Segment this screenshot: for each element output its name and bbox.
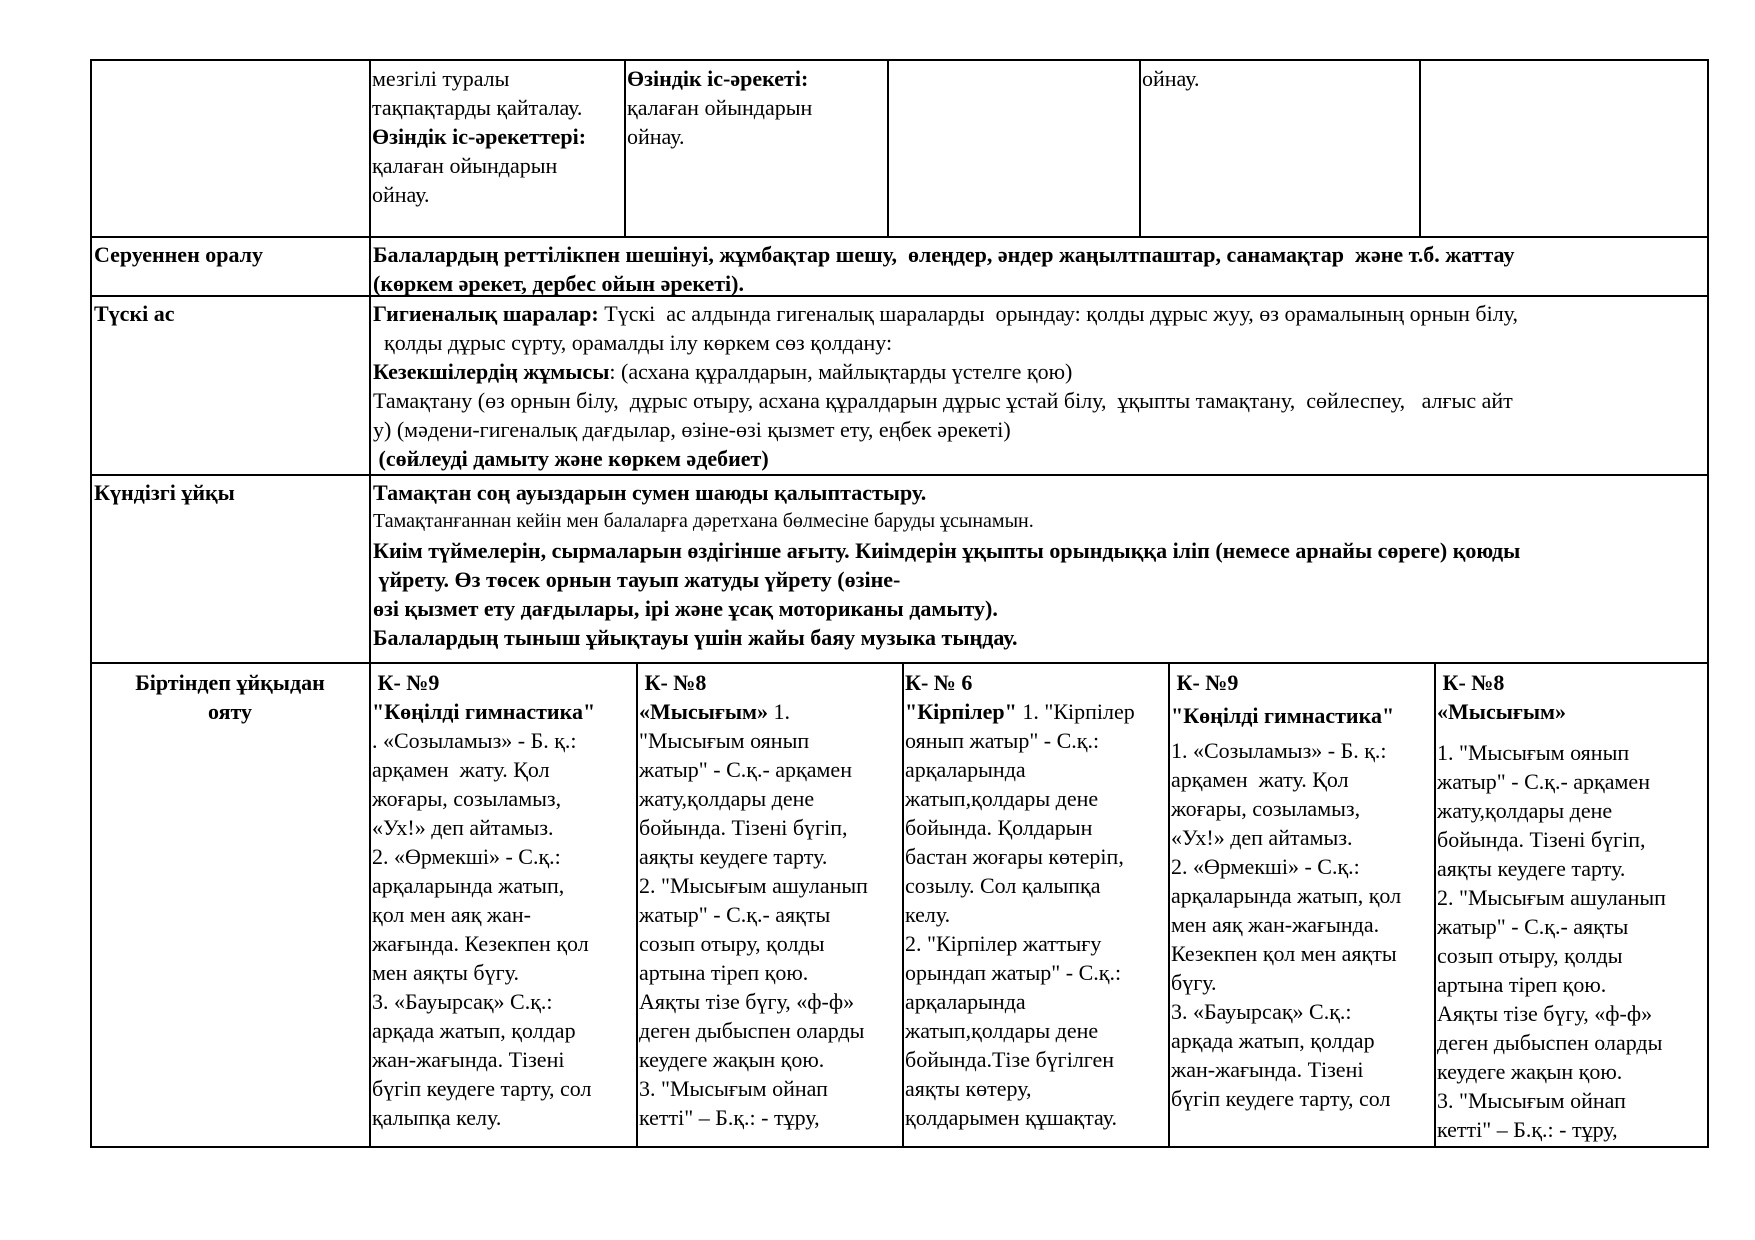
exercise-number: К- № 6 [905, 670, 973, 695]
text-line: Гигиеналық шаралар: Түскі ас алдында гигеналық шараларды орындау: қолды дұрыс жуу, өз орамалының орнын білу, [373, 301, 1518, 326]
text-line: жатып,қолдары дене [905, 786, 1099, 811]
text-line: жатыр" - С.қ.- аяқты [1437, 914, 1629, 939]
text-line: созып отыру, қолды [1437, 943, 1623, 968]
text-line: мезгілі туралы [372, 66, 510, 91]
text-line: арқамен жату. Қол [1171, 767, 1349, 792]
text-line: деген дыбыспен оларды [1437, 1030, 1663, 1055]
text-line: Тамақтан соң ауыздарын сумен шаюды қалыптастыру. [373, 480, 927, 505]
text-line: бүгіп кеудеге тарту, сол [372, 1076, 592, 1101]
activity-heading: Өзіндік іс-әрекеттері: [372, 124, 587, 149]
table-border-left [90, 59, 92, 1148]
text-line: арқаларында жатып, [372, 873, 565, 898]
text-line: аяқты кеудеге тарту. [1437, 856, 1626, 881]
text-line: қол мен аяқ жан- [372, 902, 531, 927]
text-line: жатыр" - С.қ.- арқамен [1437, 769, 1650, 794]
text-line: арқаларында жатып, қол [1171, 883, 1402, 908]
text-line: аяқты кеудеге тарту. [639, 844, 828, 869]
text-line: қалаған ойындарын [372, 153, 558, 178]
text-line: кетті" – Б.қ.: - тұру, [639, 1105, 820, 1130]
exercise-title: «Мысығым» [639, 699, 769, 724]
text-line: аяқты көтеру, [905, 1076, 1032, 1101]
text-line: Балалардың тыныш ұйықтауы үшін жайы баяу музыка тыңдау. [373, 625, 1018, 650]
wakeup-day-2 [639, 668, 901, 1132]
text-line: 3. «Бауырсақ» С.қ.: [372, 989, 553, 1014]
exercise-title: "Көңілді гимнастика" [372, 699, 596, 724]
row-label-return-walk: Серуеннен оралу [94, 242, 264, 267]
activity-heading: Өзіндік іс-әрекеті: [627, 66, 809, 91]
text-line: (көркем әрекет, дербес ойын әрекеті). [373, 271, 744, 296]
duty-heading: Кезекшілердің жұмысы [373, 359, 610, 384]
table-border-top [90, 59, 1709, 61]
top-row-col2-cell [627, 64, 885, 151]
row-label-nap: Күндізгі ұйқы [94, 480, 235, 505]
text-line: жату,қолдары дене [639, 786, 815, 811]
text-line: «Ух!» деп айтамыз. [372, 815, 554, 840]
text-line: бойында. Тізені бүгіп, [639, 815, 848, 840]
text-line: жоғары, созыламыз, [372, 786, 562, 811]
text-line: бүгу. [1171, 970, 1217, 995]
text-line: Аяқты тізе бүгу, «ф-ф» [1437, 1001, 1653, 1026]
text-line: жағында. Кезекпен қол [372, 931, 589, 956]
text-line: арқаларында [905, 989, 1026, 1014]
row-divider [90, 474, 1709, 476]
text-line: Кезекпен қол мен аяқты [1171, 941, 1397, 966]
text-line: жатып,қолдары дене [905, 1018, 1099, 1043]
column-divider [1419, 59, 1421, 238]
text-line: қалыпқа келу. [372, 1105, 502, 1130]
text-line: қолдарымен құшақтау. [905, 1105, 1117, 1130]
text-line: Балалардың реттілікпен шешінуі, жұмбақтар шешу, өлеңдер, әндер жаңылтпаштар, санамақтар және т.б. жаттау [373, 242, 1515, 267]
text-line: (сөйлеуді дамыту және көркем әдебиет) [373, 446, 769, 471]
text-line: келу. [905, 902, 951, 927]
row-divider [90, 236, 1709, 238]
text-line: мен аяқ жан-жағында. [1171, 912, 1380, 937]
text-line: бүгіп кеудеге тарту, сол [1171, 1086, 1391, 1111]
column-divider [369, 59, 371, 1148]
return-walk-content [373, 240, 1707, 298]
text-line: 2. "Мысығым ашуланып [639, 873, 868, 898]
text-line: ойнау. [372, 182, 430, 207]
exercise-number: К- №8 [1437, 670, 1505, 695]
text-line: Тамақтанғаннан кейін мен балаларға дәретхана бөлмесіне баруды ұсынамын. [373, 510, 1034, 532]
text-line: артына тіреп қою. [1437, 972, 1607, 997]
exercise-title: "Кірпілер" [905, 699, 1017, 724]
column-divider [1139, 59, 1141, 238]
text-line: 3. «Бауырсақ» С.қ.: [1171, 999, 1352, 1024]
text-line: 2. «Өрмекші» - С.қ.: [372, 844, 561, 869]
text-line: "Кірпілер" 1. "Кірпілер [905, 699, 1135, 724]
text-line: жоғары, созыламыз, [1171, 796, 1361, 821]
text-line: қолды дұрыс сүрту, орамалды ілу көркем сөз қолдану: [373, 330, 893, 355]
text-line: өзі қызмет ету дағдылары, ірі және ұсақ моториканы дамыту). [373, 596, 998, 621]
text-line: бойында. Қолдарын [905, 815, 1093, 840]
text-line: кеудеге жақын қою. [1437, 1059, 1623, 1084]
text-line: арқаларында [905, 757, 1026, 782]
text-line: қалаған ойындарын [627, 95, 813, 120]
top-row-col1-cell [372, 64, 622, 209]
wakeup-day-1 [372, 668, 634, 1132]
column-divider [1434, 662, 1436, 1148]
text-line: кеудеге жақын қою. [639, 1047, 825, 1072]
text-line: Тамақтану (өз орнын білу, дұрыс отыру, асхана құралдарын дұрыс ұстай білу, ұқыпты тамақтану, сөйлеспеу, алғыс айт [373, 388, 1513, 413]
column-divider [902, 662, 904, 1148]
column-divider [887, 59, 889, 238]
exercise-number: К- №9 [1171, 670, 1239, 695]
wakeup-day-4 [1171, 668, 1433, 1113]
column-divider [636, 662, 638, 1148]
row-label-wakeup: Біртіндеп ұйқыдан ояту [135, 670, 325, 724]
text-line: арқада жатып, қолдар [372, 1018, 576, 1043]
text-line: 1. "Мысығым оянып [1437, 740, 1630, 765]
text-line: бойында. Тізені бүгіп, [1437, 827, 1646, 852]
row-label-lunch: Түскі ас [94, 301, 175, 326]
text-line: бойында.Тізе бүгілген [905, 1047, 1115, 1072]
table-border-right [1707, 59, 1709, 1148]
text-line: деген дыбыспен оларды [639, 1018, 865, 1043]
text-line: Киім түймелерін, сырмаларын өздігінше ағыту. Киімдерін ұқыпты орындыққа іліп (немесе арнайы сөреге) қоюды [373, 538, 1521, 563]
text-line: 3. "Мысығым ойнап [1437, 1088, 1626, 1113]
exercise-title: "Көңілді гимнастика" [1171, 703, 1395, 728]
text-line: созылу. Сол қалыпқа [905, 873, 1101, 898]
text-line: «Ух!» деп айтамыз. [1171, 825, 1353, 850]
text-line: бастан жоғары көтеріп, [905, 844, 1124, 869]
text-line: жан-жағында. Тізені [1171, 1057, 1364, 1082]
text-line: . «Созыламыз» - Б. қ.: [372, 728, 577, 753]
text-line: 3. "Мысығым ойнап [639, 1076, 828, 1101]
exercise-title: «Мысығым» [1437, 699, 1567, 724]
text-line: кетті" – Б.қ.: - тұру, [1437, 1117, 1618, 1142]
exercise-number: К- №9 [372, 670, 440, 695]
nap-content [373, 478, 1707, 652]
text-line: арқада жатып, қолдар [1171, 1028, 1375, 1053]
table-border-bottom [90, 1146, 1709, 1148]
text-line: созып отыру, қолды [639, 931, 825, 956]
text-line: у) (мәдени-гигеналық дағдылар, өзіне-өзі қызмет ету, еңбек әрекеті) [373, 417, 1011, 442]
text-line: жату,қолдары дене [1437, 798, 1613, 823]
text-line: 2. "Кірпілер жаттығу [905, 931, 1102, 956]
text-line: орындап жатыр" - С.қ.: [905, 960, 1122, 985]
text-line: тақпақтарды қайталау. [372, 95, 583, 120]
lunch-content [373, 299, 1707, 473]
text-line: артына тіреп қою. [639, 960, 809, 985]
text-line: "Мысығым оянып [639, 728, 810, 753]
wakeup-day-3 [905, 668, 1167, 1132]
text-line: мен аяқты бүгу. [372, 960, 519, 985]
text-line: жатыр" - С.қ.- арқамен [639, 757, 852, 782]
hygiene-heading: Гигиеналық шаралар: [373, 301, 599, 326]
row-divider [90, 662, 1709, 664]
text-line: арқамен жату. Қол [372, 757, 550, 782]
exercise-number: К- №8 [639, 670, 707, 695]
column-divider [1168, 662, 1170, 1148]
text-line: 1. «Созыламыз» - Б. қ.: [1171, 738, 1387, 763]
text-line: ойнау. [627, 124, 685, 149]
text-line: ойнау. [1142, 66, 1200, 91]
text-line: үйрету. Өз төсек орнын тауып жатуды үйрету (өзіне- [373, 567, 901, 592]
text-line: «Мысығым» 1. [639, 699, 791, 724]
column-divider [624, 59, 626, 238]
text-line: жан-жағында. Тізені [372, 1047, 565, 1072]
text-line: 2. "Мысығым ашуланып [1437, 885, 1666, 910]
wakeup-day-5 [1437, 668, 1705, 1144]
top-row-col4-cell [1142, 64, 1417, 93]
text-line: жатыр" - С.қ.- аяқты [639, 902, 831, 927]
text-line: оянып жатыр" - С.қ.: [905, 728, 1100, 753]
text-line: 2. «Өрмекші» - С.қ.: [1171, 854, 1360, 879]
text-line: Аяқты тізе бүгу, «ф-ф» [639, 989, 855, 1014]
text-line: Кезекшілердің жұмысы: (асхана құралдарын, майлықтарды үстелге қою) [373, 359, 1073, 384]
